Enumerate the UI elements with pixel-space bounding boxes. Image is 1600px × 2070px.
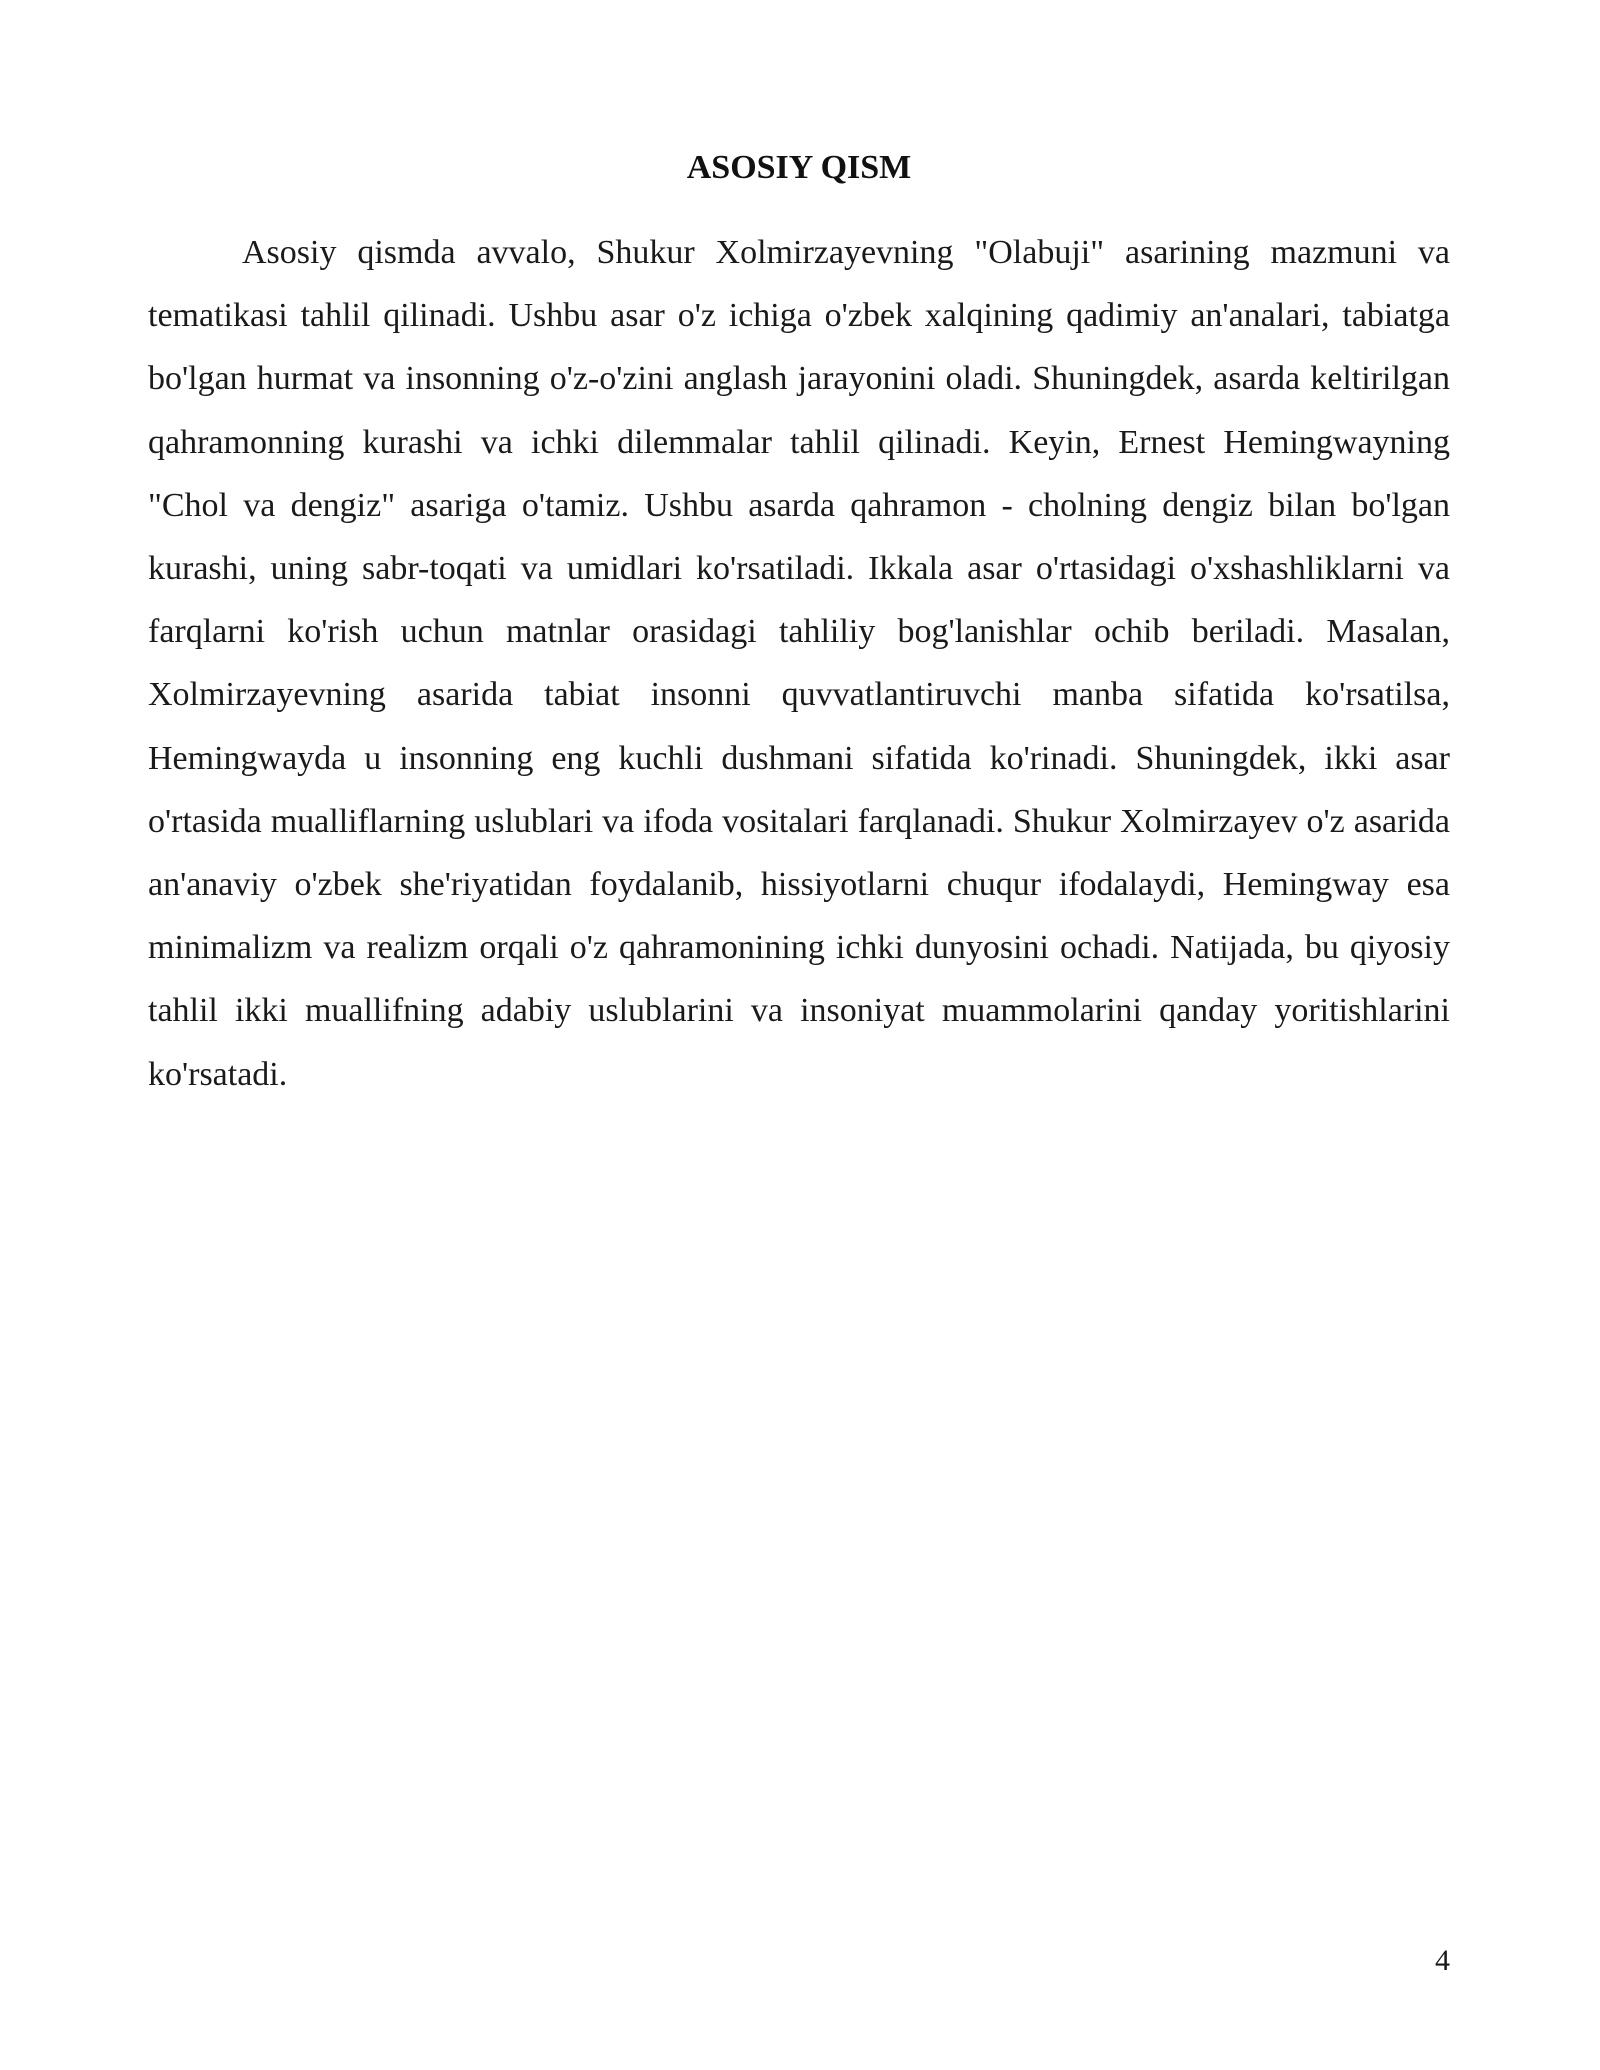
body-paragraph: Asosiy qismda avvalo, Shukur Xolmirzayevning "Olabuji" asarining mazmuni va tematikasi tahlil qilinadi. Ushbu asar o'z ichiga o'zbek xalqining qadimiy an'analari, tabiatga bo'lgan hurmat va insonning o'z-o'zini anglash jarayonini oladi. Shuningdek, asarda keltirilgan qahramonning kurashi va ichki dilemmalar tahlil qilinadi. Keyin, Ernest Hemingwayning "Chol va dengiz" asariga o'tamiz. Ushbu asarda qahramon - cholning dengiz bilan bo'lgan kurashi, uning sabr-toqati va umidlari ko'rsatiladi. Ikkala asar o'rtasidagi o'xshashliklarni va farqlarni ko'rish uchun matnlar orasidagi tahliliy bog'lanishlar ochib beriladi. Masalan, Xolmirzayevning asarida tabiat insonni quvvatlantiruvchi manba sifatida ko'rsatilsa, Hemingwayda u insonning eng kuchli dushmani sifatida ko'rinadi. Shuningdek, ikki asar o'rtasida mualliflarning uslublari va ifoda vositalari farqlanadi. Shukur Xolmirzayev o'z asarida an'anaviy o'zbek she'riyatidan foydalanib, hissiyotlarni chuqur ifodalaydi, Hemingway esa minimalizm va realizm orqali o'z qahramonining ichki dunyosini ochadi. Natijada, bu qiyosiy tahlil ikki muallifning adabiy uslublarini va insoniyat muammolarini qanday yoritishlarini ko'rsatadi. <box>148 234 1450 1093</box>
page-number: 4 <box>1435 1944 1450 1977</box>
section-heading: ASOSIY QISM <box>686 149 912 186</box>
